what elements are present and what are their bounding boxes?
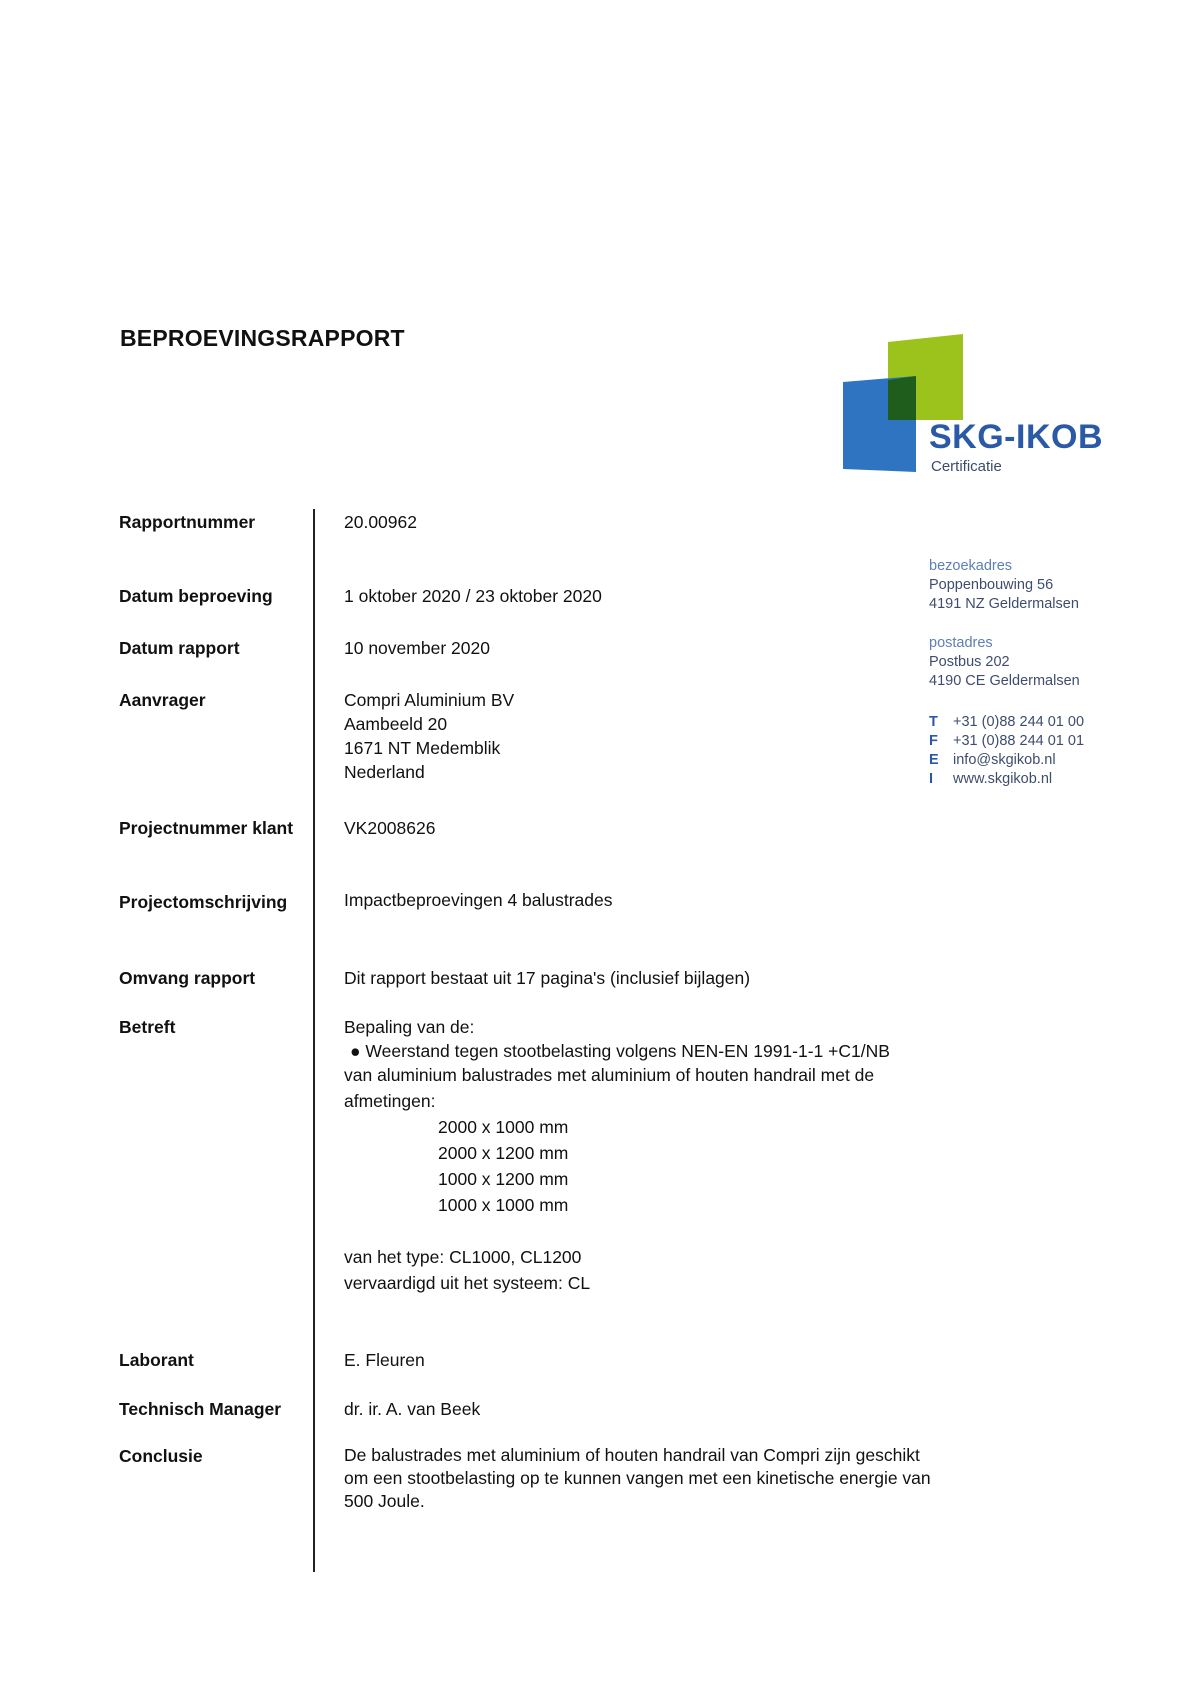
aanvrager-line: Nederland	[344, 762, 425, 782]
size-item: 2000 x 1000 mm	[438, 1117, 569, 1137]
label-aanvrager: Aanvrager	[119, 690, 206, 710]
visit-address-city: 4191 NZ Geldermalsen	[929, 596, 1079, 612]
label-betreft: Betreft	[119, 1017, 176, 1037]
label-omvang: Omvang rapport	[119, 968, 256, 988]
betreft-intro: Bepaling van de:	[344, 1017, 475, 1037]
value-datum-beproeving: 1 oktober 2020 / 23 oktober 2020	[344, 586, 602, 606]
conclusie-line: De balustrades met aluminium of houten handrail van Compri zijn geschikt	[344, 1445, 920, 1465]
visit-address	[929, 557, 1079, 614]
label-laborant: Laborant	[119, 1350, 194, 1370]
conclusie-line: 500 Joule.	[344, 1491, 425, 1511]
skg-ikob-logo	[843, 334, 1113, 484]
contact-web-value: www.skgikob.nl	[953, 771, 1053, 787]
label-conclusie: Conclusie	[119, 1446, 203, 1466]
betreft-type: van het type: CL1000, CL1200	[344, 1247, 582, 1267]
label-datum-beproeving: Datum beproeving	[119, 586, 273, 606]
value-omvang: Dit rapport bestaat uit 17 pagina's (inclusief bijlagen)	[344, 968, 751, 988]
label-datum-rapport: Datum rapport	[119, 638, 240, 658]
contact-email-key: E	[929, 752, 939, 768]
aanvrager-line: Aambeeld 20	[344, 714, 448, 734]
label-rapportnummer: Rapportnummer	[119, 512, 256, 532]
contact-phone	[929, 713, 1084, 732]
label-projectnummer: Projectnummer klant	[119, 818, 294, 838]
betreft-line: van aluminium balustrades met aluminium of houten handrail met de	[344, 1065, 875, 1085]
contact-email	[929, 751, 1084, 770]
document-title: BEPROEVINGSRAPPORT	[120, 325, 405, 351]
value-laborant: E. Fleuren	[344, 1350, 425, 1370]
size-item: 1000 x 1000 mm	[438, 1195, 569, 1215]
logo-subtitle: Certificatie	[931, 458, 1002, 475]
label-projectomschrijving: Projectomschrijving	[119, 892, 288, 912]
aanvrager-line: Compri Aluminium BV	[344, 690, 515, 710]
value-conclusie	[344, 1444, 931, 1513]
size-item: 2000 x 1200 mm	[438, 1143, 569, 1163]
contact-phone-key: T	[929, 714, 938, 730]
value-technisch-manager: dr. ir. A. van Beek	[344, 1399, 481, 1419]
contact-fax-key: F	[929, 733, 938, 749]
visit-address-street: Poppenbouwing 56	[929, 577, 1054, 593]
conclusie-line: om een stootbelasting op te kunnen vangen met een kinetische energie van	[344, 1468, 931, 1488]
contact-fax	[929, 732, 1084, 751]
contact-details	[929, 713, 1084, 789]
betreft-bullet: ● Weerstand tegen stootbelasting volgens NEN-EN 1991-1-1 +C1/NB	[350, 1041, 890, 1061]
size-item: 1000 x 1200 mm	[438, 1169, 569, 1189]
betreft-line: afmetingen:	[344, 1091, 436, 1111]
logo-wordmark: SKG-IKOB	[929, 418, 1103, 456]
postal-address-header: postadres	[929, 635, 993, 651]
contact-phone-value: +31 (0)88 244 01 00	[953, 714, 1085, 730]
postal-address-box: Postbus 202	[929, 654, 1010, 670]
contact-email-value: info@skgikob.nl	[953, 752, 1056, 768]
value-datum-rapport: 10 november 2020	[344, 638, 490, 658]
contact-web	[929, 770, 1084, 789]
value-projectnummer: VK2008626	[344, 818, 436, 838]
postal-address	[929, 634, 1080, 691]
value-projectomschrijving: Impactbeproevingen 4 balustrades	[344, 890, 613, 910]
value-rapportnummer: 20.00962	[344, 512, 417, 532]
value-aanvrager	[344, 688, 514, 784]
betreft-system: vervaardigd uit het systeem: CL	[344, 1273, 591, 1293]
vertical-divider	[313, 509, 315, 1572]
aanvrager-line: 1671 NT Medemblik	[344, 738, 501, 758]
contact-web-key: I	[929, 771, 934, 787]
visit-address-header: bezoekadres	[929, 558, 1013, 574]
postal-address-city: 4190 CE Geldermalsen	[929, 673, 1080, 689]
label-technisch-manager: Technisch Manager	[119, 1399, 282, 1419]
contact-fax-value: +31 (0)88 244 01 01	[953, 733, 1085, 749]
value-betreft	[344, 1015, 890, 1295]
